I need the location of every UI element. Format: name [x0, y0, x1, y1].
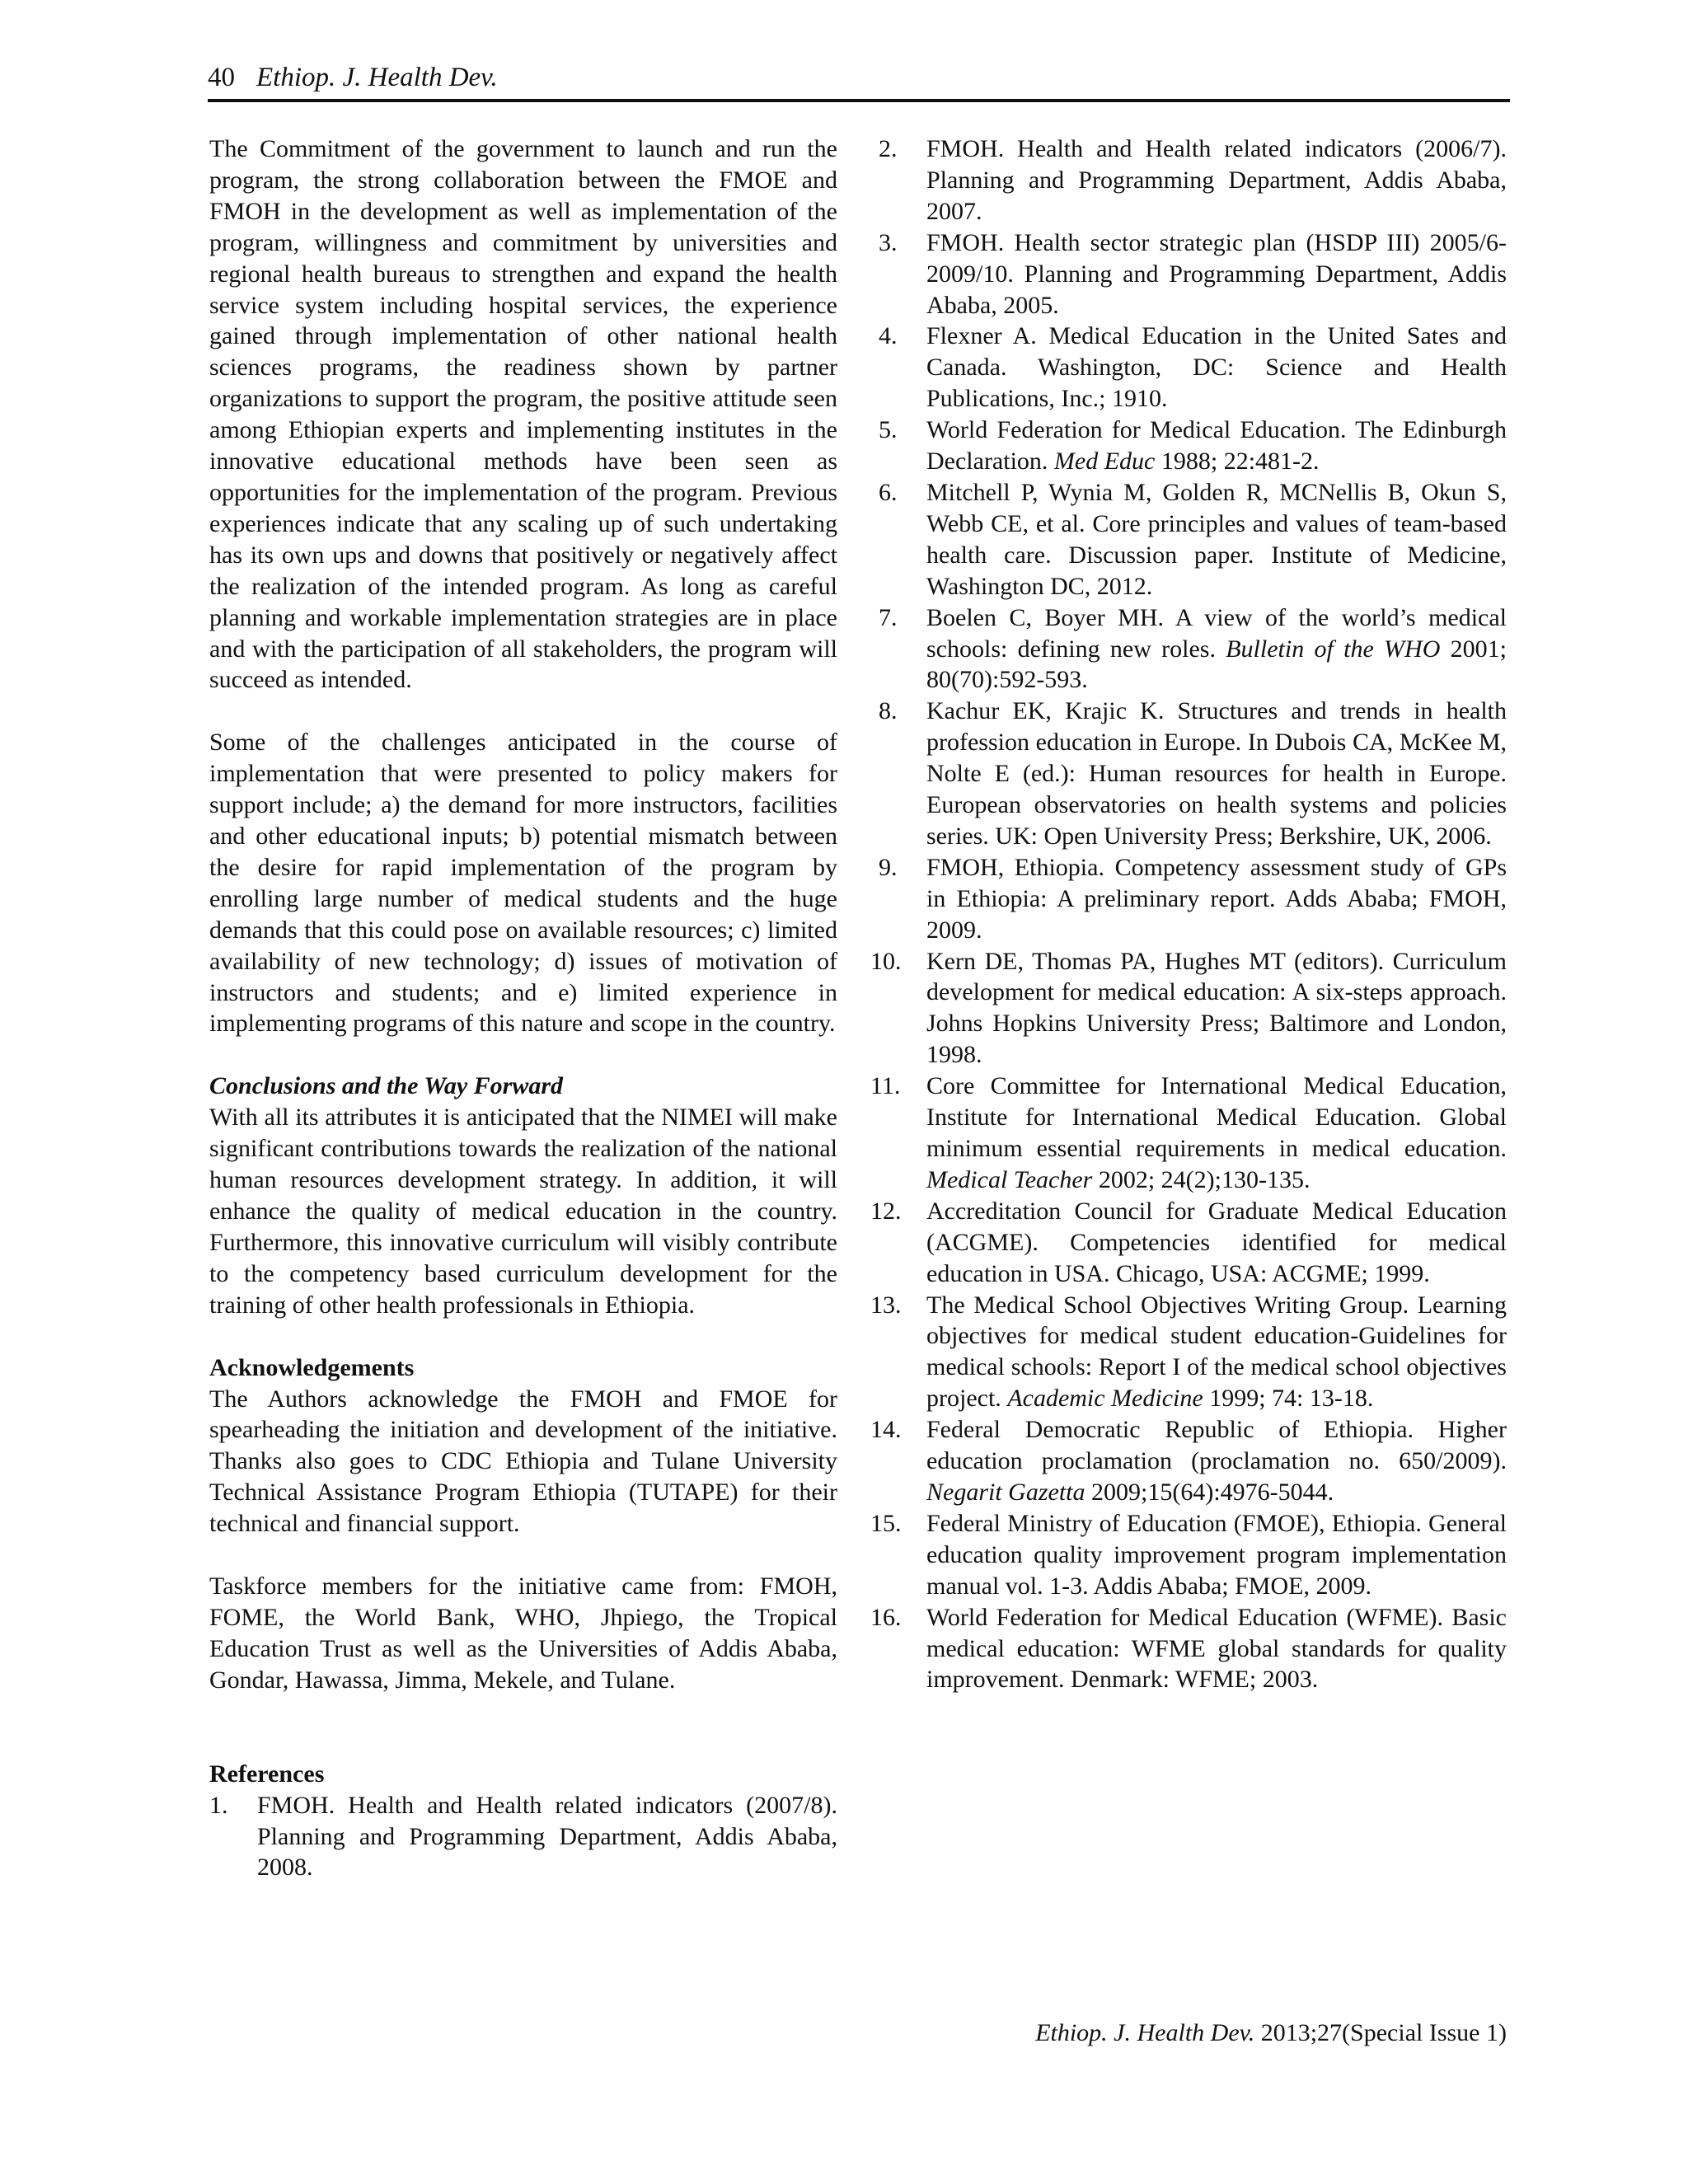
paragraph-acknowledgements: The Authors acknowledge the FMOH and FMOE for spearheading the initiation and development of the initiative. Thanks also goes to CDC Ethiopia and Tulane University Technical Assistance Program Ethiopia (TUTAPE) for their technical and financial support.: [209, 1385, 837, 1538]
reference-item: [870, 946, 1507, 1071]
reference-journal-italic: Medical Teacher: [926, 1165, 1093, 1193]
left-column: [209, 134, 837, 1883]
reference-text-part: 2009;15(64):4976-5044.: [1085, 1478, 1334, 1506]
reference-number: 1.: [209, 1791, 228, 1819]
acknowledgements-heading: Acknowledgements: [209, 1353, 415, 1381]
reference-text-part: 2001; 80(70):592-593.: [926, 635, 1507, 694]
reference-number: 7.: [879, 603, 898, 631]
reference-text: [926, 604, 1507, 694]
reference-text-part: Accreditation Council for Graduate Medical Education (ACGME). Competencies identified for medical education in USA. Chicago, USA: ACGME; 1999.: [926, 1197, 1507, 1287]
page-header: [208, 56, 1510, 102]
reference-text-part: 1999; 74: 13-18.: [1203, 1385, 1374, 1413]
reference-number: 11.: [870, 1072, 901, 1100]
spacer: [209, 1039, 837, 1071]
references-heading: References: [209, 1760, 325, 1788]
reference-item: [879, 602, 1507, 696]
journal-title: Ethiop. J. Health Dev.: [256, 63, 498, 92]
reference-journal-italic: Academic Medicine: [1007, 1385, 1203, 1413]
right-column: [870, 134, 1507, 1695]
reference-number: 5.: [879, 416, 898, 444]
reference-text-part: World Federation for Medical Education. The Edinburgh Declaration.: [926, 416, 1507, 476]
reference-number: 3.: [879, 228, 898, 256]
reference-text-part: The Medical School Objectives Writing Group. Learning objectives for medical student education-Guidelines for medical schools: Report I of the medical school objectives project.: [926, 1291, 1507, 1413]
page-number: 40: [208, 63, 235, 92]
spacer: [209, 1540, 837, 1571]
reference-number: 15.: [870, 1509, 902, 1537]
reference-text: [926, 1197, 1507, 1287]
reference-item: [879, 227, 1507, 321]
reference-text: FMOH. Health and Health related indicators (2007/8). Planning and Programming Department, Addis Ababa, 2008.: [257, 1791, 837, 1882]
reference-number: 16.: [870, 1603, 902, 1631]
reference-text: [926, 1072, 1507, 1193]
reference-number: 2.: [879, 135, 898, 162]
reference-number: 14.: [870, 1416, 902, 1444]
reference-number: 13.: [870, 1291, 902, 1319]
reference-text: [926, 135, 1507, 225]
reference-item: [879, 696, 1507, 852]
reference-text: [926, 948, 1507, 1069]
page-footer: [1035, 2018, 1507, 2049]
reference-number: 9.: [879, 853, 898, 881]
reference-text: [926, 322, 1507, 412]
reference-item: [879, 415, 1507, 477]
reference-journal-italic: Negarit Gazetta: [926, 1478, 1085, 1506]
reference-item: [879, 321, 1507, 415]
footer-journal: Ethiop. J. Health Dev.: [1035, 2019, 1255, 2046]
reference-list-right: [870, 134, 1507, 1695]
reference-text-part: Mitchell P, Wynia M, Golden R, MCNellis B, Okun S, Webb CE, et al. Core principles and values of team-based health care. Discussion paper. Institute of Medicine, Washington DC, 2012.: [926, 478, 1507, 600]
reference-item: [879, 134, 1507, 227]
reference-item: [870, 1414, 1507, 1508]
conclusions-heading: Conclusions and the Way Forward: [209, 1072, 564, 1100]
reference-text: [926, 697, 1507, 850]
reference-text-part: FMOH. Health and Health related indicators (2006/7). Planning and Programming Department, Addis Ababa, 2007.: [926, 135, 1507, 225]
reference-text-part: Kern DE, Thomas PA, Hughes MT (editors). Curriculum development for medical education: A six-steps approach. Johns Hopkins University Press; Baltimore and London, 1998.: [926, 947, 1507, 1069]
reference-list-left: [209, 1790, 837, 1884]
reference-text-part: FMOH, Ethiopia. Competency assessment study of GPs in Ethiopia: A preliminary report. Adds Ababa; FMOH, 2009.: [926, 853, 1507, 944]
reference-text: [926, 1510, 1507, 1600]
paragraph-conclusions: With all its attributes it is anticipated that the NIMEI will make significant contributions towards the realization of the national human resources development strategy. In addition, it will enhance the quality of medical education in the country. Furthermore, this innovative curriculum will visibly contribute to the competency based curriculum development for the training of other health professionals in Ethiopia.: [209, 1104, 837, 1319]
reference-text-part: Federal Democratic Republic of Ethiopia. Higher education proclamation (proclamation no. 650/2009).: [926, 1416, 1507, 1475]
reference-item: [870, 1290, 1507, 1415]
spacer: [209, 1696, 837, 1727]
reference-text-part: Boelen C, Boyer MH. A view of the world’s medical schools: defining new roles.: [926, 603, 1507, 663]
paragraph-taskforce: Taskforce members for the initiative came from: FMOH, FOME, the World Bank, WHO, Jhpiego, the Tropical Education Trust as well as the Universities of Addis Ababa, Gondar, Hawassa, Jimma, Mekele, and Tulane.: [209, 1572, 837, 1694]
reference-text-part: Kachur EK, Krajic K. Structures and trends in health profession education in Europe. In Dubois CA, McKee M, Nolte E (ed.): Human resources for health in Europe. European observatories on health systems and policies series. UK: Open University Press; Berkshire, UK, 2006.: [926, 697, 1507, 850]
reference-number: 8.: [879, 697, 898, 725]
reference-text-part: Flexner A. Medical Education in the United Sates and Canada. Washington, DC: Science and Health Publications, Inc.; 1910.: [926, 322, 1507, 413]
reference-text-part: Federal Ministry of Education (FMOE), Ethiopia. General education quality improvement program implementation manual vol. 1-3. Addis Ababa; FMOE, 2009.: [926, 1509, 1507, 1600]
paragraph-opportunities: The Commitment of the government to launch and run the program, the strong collaboration between the FMOE and FMOH in the development as well as implementation of the program, willingness and commitment by universities and regional health bureaus to strengthen and expand the health service system including hospital services, the experience gained through implementation of other national health sciences programs, the readiness shown by partner organizations to support the program, the positive attitude seen among Ethiopian experts and implementing institutes in the innovative educational methods have been seen as opportunities for the implementation of the program. Previous experiences indicate that any scaling up of such undertaking has its own ups and downs that positively or negatively affect the realization of the intended program. As long as careful planning and workable implementation strategies are in place and with the participation of all stakeholders, the program will succeed as intended.: [209, 135, 837, 694]
reference-text-part: 2002; 24(2);130-135.: [1092, 1165, 1311, 1193]
reference-item: [870, 1508, 1507, 1602]
reference-text: [926, 854, 1507, 944]
reference-text-part: Core Committee for International Medical Education, Institute for International Medical Education. Global minimum essential requirements in medical education.: [926, 1072, 1507, 1162]
reference-text: [926, 229, 1507, 319]
reference-text-part: World Federation for Medical Education (WFME). Basic medical education: WFME global standards for quality improvement. Denmark: WFME; 2003.: [926, 1603, 1507, 1694]
reference-item: [209, 1790, 837, 1884]
reference-text-part: 1988; 22:481-2.: [1155, 448, 1320, 476]
spacer: [209, 1321, 837, 1352]
reference-item: [870, 1071, 1507, 1196]
reference-journal-italic: Bulletin of the WHO: [1226, 635, 1441, 663]
reference-text: [926, 416, 1507, 475]
reference-item: [879, 477, 1507, 602]
spacer: [209, 1727, 837, 1759]
reference-number: 6.: [879, 478, 898, 506]
reference-text: [926, 479, 1507, 600]
reference-text: [926, 1604, 1507, 1694]
reference-item: [870, 1602, 1507, 1696]
reference-item: [870, 1196, 1507, 1290]
reference-number: 4.: [879, 322, 898, 350]
reference-text: [926, 1291, 1507, 1413]
reference-item: [879, 852, 1507, 946]
reference-text: [926, 1416, 1507, 1506]
reference-number: 12.: [870, 1197, 902, 1225]
reference-number: 10.: [870, 947, 902, 975]
paragraph-challenges: Some of the challenges anticipated in the course of implementation that were presented to policy makers for support include; a) the demand for more instructors, facilities and other educational inputs; b) potential mismatch between the desire for rapid implementation of the program by enrolling large number of medical students and the huge demands that this could pose on available resources; c) limited availability of new technology; d) issues of motivation of instructors and students; and e) limited experience in implementing programs of this nature and scope in the country.: [209, 729, 837, 1038]
reference-journal-italic: Med Educ: [1053, 448, 1156, 476]
spacer: [209, 696, 837, 727]
footer-citation: 2013;27(Special Issue 1): [1254, 2019, 1507, 2046]
reference-text-part: FMOH. Health sector strategic plan (HSDP III) 2005/6-2009/10. Planning and Programming Department, Addis Ababa, 2005.: [926, 228, 1507, 319]
